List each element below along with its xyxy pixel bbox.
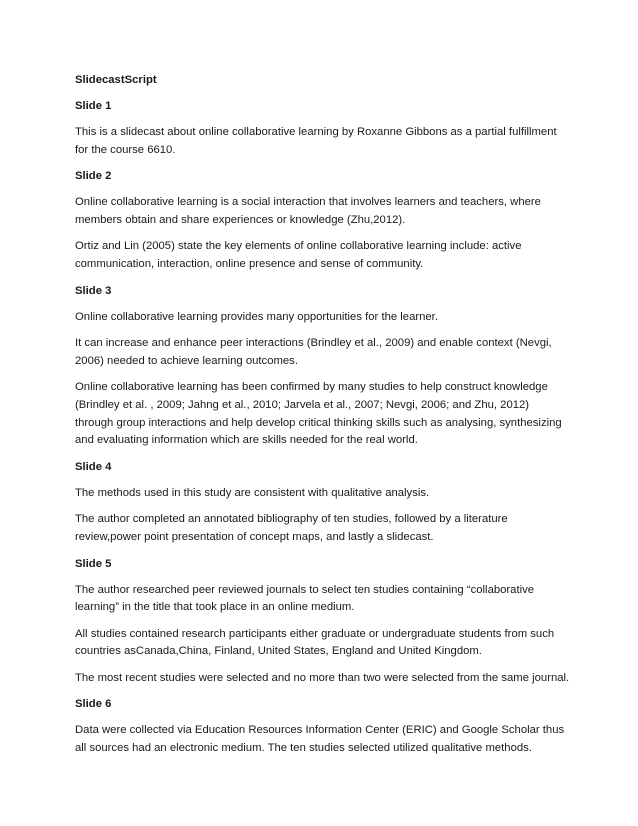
paragraph: Online collaborative learning is a social interaction that involves learners and teachers, where members obtain and share experiences or knowledge (Zhu,2012). xyxy=(75,196,541,226)
paragraph: It can increase and enhance peer interactions (Brindley et al., 2009) and enable context (Nevgi, 2006) needed to achieve learning outcomes. xyxy=(75,337,552,367)
paragraph: Ortiz and Lin (2005) state the key elements of online collaborative learning include: active communication, interaction, online presence and sense of community. xyxy=(75,240,522,270)
paragraph: Data were collected via Education Resources Information Center (ERIC) and Google Scholar thus all sources had an electronic medium. The ten studies selected utilized qualitative methods. xyxy=(75,724,565,755)
paragraph: All studies contained research participants either graduate or undergraduate students from such countries asCanada,China, Finland, United States, England and United Kingdom. xyxy=(75,627,555,658)
paragraph: The most recent studies were selected and no more than two were selected from the same journal. xyxy=(75,671,570,684)
document-title: SlidecastScript xyxy=(75,74,157,86)
section-heading-slide-6: Slide 6 xyxy=(75,698,112,711)
paragraph: The author completed an annotated bibliography of ten studies, followed by a literature review,power point presentation of concept maps, and lastly a slidecast. xyxy=(75,513,508,543)
section-heading-slide-3: Slide 3 xyxy=(75,284,112,297)
section-heading-slide-4: Slide 4 xyxy=(75,460,112,473)
document-page xyxy=(75,72,570,767)
section-heading-slide-2: Slide 2 xyxy=(75,170,112,183)
paragraph: Online collaborative learning provides many opportunities for the learner. xyxy=(75,310,438,323)
paragraph: The methods used in this study are consistent with qualitative analysis. xyxy=(75,486,430,499)
section-heading-slide-1: Slide 1 xyxy=(75,100,112,112)
paragraph: The author researched peer reviewed journals to select ten studies containing “collaborative learning” in the title that took place in an online medium. xyxy=(75,583,535,614)
paragraph: This is a slidecast about online collaborative learning by Roxanne Gibbons as a partial fulfillment for the course 6610. xyxy=(75,126,557,156)
paragraph: Online collaborative learning has been confirmed by many studies to help construct knowledge (Brindley et al. , 2009; Jahng et al., 2010; Jarvela et al., 2007; Nevgi, 2006; and Zhu, 2012) through group interactions and help develop critical thinking skills such as analysing, synthesizing and evaluating information which are skills needed for the real world. xyxy=(75,381,562,447)
section-heading-slide-5: Slide 5 xyxy=(75,557,112,570)
